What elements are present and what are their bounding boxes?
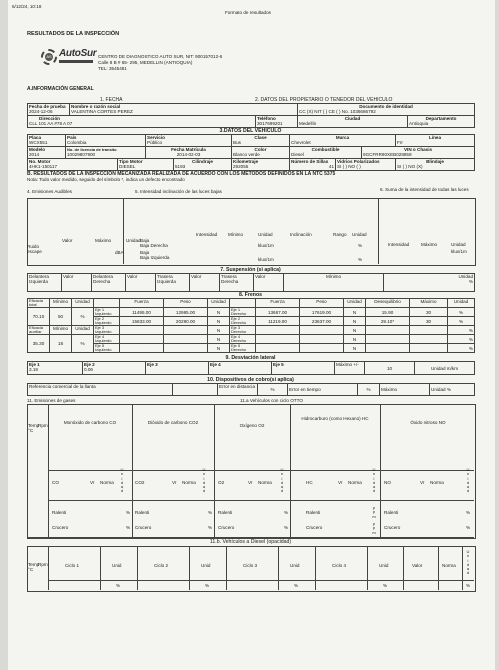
logo-underline bbox=[59, 60, 93, 63]
servicio-cell: Servicio Público bbox=[146, 135, 232, 147]
cobro-error-distancia: Error en distancia bbox=[218, 384, 258, 396]
co-header: Monóxido de carbono CO bbox=[63, 420, 117, 425]
eje2-der-label: Eje 2 Derecho bbox=[230, 317, 256, 326]
row-co2: CO2 bbox=[135, 480, 145, 485]
eje1-fuerza-der: 13667.00 bbox=[256, 308, 300, 317]
peso-h1: Peso bbox=[164, 299, 208, 308]
hc-header: Hidrocarburo (como Hexano) HC bbox=[301, 416, 369, 421]
baja-label: Baja bbox=[140, 238, 150, 243]
emisiones-maximo-header: Máximo bbox=[95, 238, 112, 243]
eje2-fuerza-der: 11219.00 bbox=[256, 317, 300, 326]
eje5-n-der: N bbox=[344, 344, 366, 353]
eje5-der-label: Eje 5 Derecho bbox=[230, 344, 256, 353]
divider bbox=[48, 546, 49, 590]
suma-klux: klux/1m bbox=[451, 249, 467, 254]
susp-unidad: Unidad bbox=[458, 274, 473, 279]
luces-intensidad-header: Intensidad bbox=[196, 232, 218, 237]
vin-cell: VIN o Chasis 9GCFRR90XEB028859 bbox=[362, 147, 475, 159]
eje1-n-izq: N bbox=[208, 308, 230, 317]
tras-izq-label: Trasera Izquierda bbox=[156, 274, 190, 292]
row-no: NO bbox=[384, 480, 391, 485]
ef-total-value: 70.10 bbox=[28, 308, 50, 326]
co-ralenti: Ralenti bbox=[52, 510, 67, 515]
co-norma: Norma bbox=[100, 480, 114, 485]
frenos-unidad-aux: Unidad bbox=[72, 326, 94, 335]
suma-unidad-header: Unidad bbox=[451, 242, 466, 247]
frenos-unidad-h2: Unidad bbox=[208, 299, 230, 308]
emisiones-luces-box bbox=[27, 198, 476, 266]
diesel-box bbox=[27, 546, 476, 592]
eje2-peso-der: 23637.00 bbox=[300, 317, 344, 326]
eje5-n-izq: N bbox=[208, 344, 230, 353]
ef-total-min: 50 bbox=[50, 308, 72, 326]
divider bbox=[48, 580, 474, 581]
emisiones-unidad-header: Unidad bbox=[126, 238, 141, 243]
document-title: Formato de resultados bbox=[225, 10, 271, 15]
no-crucero: Crucero bbox=[384, 525, 401, 530]
fuerza-h1: Fuerza bbox=[120, 299, 164, 308]
section-suspension: 7. Suspensión (si aplica) bbox=[220, 267, 281, 273]
co-crucero: Crucero bbox=[52, 525, 69, 530]
del-der-label: Delantera Derecha bbox=[92, 274, 126, 292]
section-vehiculo: 3.DATOS DEL VEHICULO bbox=[219, 128, 282, 134]
ciclo2-pct: % bbox=[205, 583, 210, 588]
divider bbox=[403, 546, 404, 590]
eje5-izq-label: Eje 5 Izquierdo bbox=[94, 344, 120, 353]
cobro-pct-2: % bbox=[358, 384, 380, 396]
desv-unidad: Unidad m/km bbox=[415, 362, 475, 375]
no-ralenti: Ralenti bbox=[384, 510, 399, 515]
no-ralenti-pct: % bbox=[466, 510, 471, 515]
section-propietario: 2. DATOS DEL PROPIETARIO O TENEDOR DEL VEHICULO bbox=[255, 97, 393, 103]
eje1-izq-label: Eje 1 Izquierdo bbox=[94, 308, 120, 317]
ef-aux-value: 35.30 bbox=[28, 335, 50, 353]
divider bbox=[100, 546, 101, 590]
ef-aux-unit: % bbox=[72, 335, 94, 353]
desviacion-table bbox=[27, 361, 475, 375]
ciclo2-unid: Unid bbox=[201, 563, 211, 568]
no-unidad-vertical: U n i d a d bbox=[466, 467, 470, 494]
general-info-table bbox=[27, 103, 475, 128]
logo-badge-icon: AS bbox=[46, 54, 52, 59]
section-fecha: 1. FECHA bbox=[100, 97, 123, 103]
row-co: CO bbox=[52, 480, 59, 485]
section-diesel: 11.b. Vehículos a Diesel (opacidad) bbox=[209, 539, 292, 545]
desv-eje2-value: 0.06 bbox=[84, 367, 93, 372]
placa-cell: Placa WCX551 bbox=[28, 135, 66, 147]
hc-ppm-vertical-1: p p m bbox=[372, 505, 376, 519]
luces-unidad-header: Unidad bbox=[258, 232, 273, 237]
co2-vr: Vr bbox=[172, 480, 177, 485]
desequilibrio-h: Desequilibrio bbox=[366, 299, 410, 308]
ciclo1-unid: Unid bbox=[112, 563, 122, 568]
eje2-max: 30 bbox=[410, 317, 448, 326]
susp-minimo: Mínimo bbox=[284, 274, 384, 292]
peso-h2: Peso bbox=[300, 299, 344, 308]
co2-crucero-pct: % bbox=[208, 525, 213, 530]
vehicle-table bbox=[27, 134, 475, 171]
suma-intensidad-header: Intensidad bbox=[388, 242, 410, 247]
frenos-unidad-h4: Unidad bbox=[448, 299, 475, 308]
matricula-cell: Fecha Matrícula 2014-02-03 bbox=[146, 147, 232, 159]
report-title: RESULTADOS DE LA INSPECCIÓN bbox=[27, 31, 120, 37]
divider bbox=[438, 546, 439, 590]
desv-maximo-label: Máximo +/- bbox=[335, 362, 365, 375]
suma-maximo-header: Máximo bbox=[421, 242, 438, 247]
documento-cell: Documento de identidad CC (X) NIT ( ) CE ( ) No. 1036686792 bbox=[298, 104, 475, 116]
km-cell: Kilometraje 292055 bbox=[232, 159, 290, 171]
ciclo1-label: Ciclo 1 bbox=[65, 563, 80, 568]
eje1-fuerza-izq: 11495.00 bbox=[120, 308, 164, 317]
luces-pct-izq: % bbox=[358, 257, 363, 262]
dba-unit: dBA bbox=[115, 250, 124, 255]
ef-aux-label: Eficacia auxiliar bbox=[28, 326, 50, 335]
ciclo-otto-title: 11.a Vehículos con ciclo OTTO bbox=[240, 398, 303, 403]
eje2-n-izq: N bbox=[208, 317, 230, 326]
combustible-cell: Combustible Diesel bbox=[290, 147, 362, 159]
susp-pct: % bbox=[468, 279, 473, 284]
eje3-n-izq: N bbox=[208, 326, 230, 335]
frenos-table bbox=[27, 298, 475, 353]
co2-norma: Norma bbox=[182, 480, 196, 485]
ciclo3-label: Ciclo 3 bbox=[243, 563, 258, 568]
vidrios-cell: Vidrios Polarizados SI ( ) NO ( ) bbox=[336, 159, 396, 171]
co-ralenti-pct: % bbox=[126, 510, 131, 515]
row-hc: HC bbox=[306, 480, 313, 485]
ciudad-cell: Ciudad Medellín bbox=[298, 116, 408, 128]
divider bbox=[378, 198, 379, 264]
row-o2: O2 bbox=[218, 480, 225, 485]
ciclo1-pct: % bbox=[116, 583, 121, 588]
no-header: Óxido nitroso NO bbox=[410, 420, 446, 425]
eje1-n-der: N bbox=[344, 308, 366, 317]
emisiones-valor-header: Valor bbox=[62, 238, 73, 243]
co2-ralenti-pct: % bbox=[208, 510, 213, 515]
ef-aux-min: 18 bbox=[50, 335, 72, 353]
luces-unidad2-header: Unidad bbox=[352, 232, 367, 237]
ef-total-label: Eficacia total bbox=[28, 299, 50, 308]
hc-crucero: Crucero bbox=[306, 525, 323, 530]
divider bbox=[48, 500, 474, 501]
suspension-table bbox=[27, 273, 475, 292]
no-crucero-pct: % bbox=[466, 525, 471, 530]
luces-klux-izq: klux/1m bbox=[258, 257, 274, 262]
diesel-rpm-label: Rpm bbox=[38, 562, 48, 567]
eje3-der-label: Eje 3 Derecho bbox=[230, 326, 256, 335]
section-frenos: 8. Frenos bbox=[238, 292, 263, 298]
company-address: Calle 8 B # 65- 295, MEDELLIN (ANTIOQUIA) bbox=[98, 60, 193, 65]
desv-eje1-label: Eje 1 bbox=[29, 362, 40, 367]
ciclo3-unid: Unid bbox=[290, 563, 300, 568]
tras-der-label: Trasera Derecha bbox=[220, 274, 254, 292]
diesel-temp-label: Temp °C bbox=[28, 562, 40, 572]
luces-rango-header: Rango bbox=[333, 232, 347, 237]
ciclo3-pct: % bbox=[294, 583, 299, 588]
section-gases: 11. Emisiones de gases bbox=[27, 398, 76, 403]
pais-cell: País Colombia bbox=[66, 135, 146, 147]
co-unidad-vertical: U n i d a d bbox=[120, 467, 124, 494]
eje1-peso-der: 17619.00 bbox=[300, 308, 344, 317]
section-cobro: 10. Dispositivos de cobro(si aplica) bbox=[207, 377, 294, 383]
gases-rpm-label: Rpm bbox=[38, 423, 48, 428]
departamento-cell: Departamento Antioquia bbox=[408, 116, 475, 128]
eje4-pct: % bbox=[448, 335, 475, 344]
eje3-pct: % bbox=[448, 326, 475, 335]
eje4-n-der: N bbox=[344, 335, 366, 344]
frenos-unidad-h1: Unidad bbox=[72, 299, 94, 308]
cobro-pct-1: % bbox=[258, 384, 288, 396]
o2-header: Oxígeno O2 bbox=[239, 423, 265, 428]
tipo-motor-cell: Tipo Motor DIESEL bbox=[118, 159, 174, 171]
divider bbox=[27, 537, 474, 538]
desv-eje2-cell bbox=[83, 362, 146, 375]
eje3-izq-label: Eje 3 Izquierdo bbox=[94, 326, 120, 335]
nota-defectos: Nota: Todo valor medido, seguido del símbolo *, indica un defecto encontrado bbox=[27, 177, 185, 182]
color-cell: Color Blanco verde bbox=[232, 147, 290, 159]
co2-header: Dióxido de carbono CO2 bbox=[147, 420, 199, 425]
linea-cell: Línea Frr bbox=[396, 135, 475, 147]
eje1-peso-izq: 12985.00 bbox=[164, 308, 208, 317]
direccion-cell: Dirección CLL 101 AA #78 A 07 bbox=[28, 116, 256, 128]
eje1-pct: % bbox=[448, 308, 475, 317]
motor-cell: No. Motor 4HK1-150117 bbox=[28, 159, 118, 171]
divider bbox=[226, 546, 227, 590]
diesel-pct: % bbox=[466, 583, 471, 588]
susp-valor-4: Valor bbox=[254, 274, 284, 292]
eje4-der-label: Eje 4 Derecho bbox=[230, 335, 256, 344]
o2-norma: Norma bbox=[258, 480, 272, 485]
baja-label-2: Baja bbox=[140, 250, 150, 255]
baja-derecha-label: Baja Derecha bbox=[140, 243, 168, 248]
section-resultados: B. RESULTADOS DE LA INSPECCIÓN MECANIZADA REALIZADA DE ACUERDO CON LOS MÉTODOS DEFINIDOS EN LA NTC 5375 bbox=[27, 171, 336, 177]
divider bbox=[367, 546, 368, 590]
del-izq-label: Delantera Izquierda bbox=[28, 274, 62, 292]
divider bbox=[189, 546, 190, 590]
frenos-maximo-h: Máximo bbox=[410, 299, 448, 308]
desv-eje1-value: 3.19 bbox=[29, 367, 38, 372]
fecha-prueba-cell: Fecha de prueba 2024-12-06 bbox=[28, 104, 70, 116]
ruido-escape-label: Ruido escape bbox=[27, 244, 42, 254]
hc-unidad-vertical: U n i d a d bbox=[372, 467, 376, 494]
desv-eje2-label: Eje 2 bbox=[84, 362, 95, 367]
divider bbox=[462, 546, 463, 590]
eje1-deseq: 15.90 bbox=[366, 308, 410, 317]
susp-unidad-cell bbox=[384, 274, 475, 292]
ciclo4-label: Ciclo 4 bbox=[332, 563, 347, 568]
company-phone: TEL: 3545481 bbox=[98, 66, 127, 71]
print-timestamp: 6/12/24, 10:18 bbox=[12, 4, 42, 9]
hc-ppm-vertical-2: p p m bbox=[372, 521, 376, 535]
fuerza-h2: Fuerza bbox=[256, 299, 300, 308]
cobro-maximo: Máximo bbox=[380, 384, 430, 396]
luces-title: 5. Intensidad inclinación de las luces bajas bbox=[135, 189, 222, 194]
section-desviacion: 9. Desviación lateral bbox=[225, 355, 276, 361]
company-logo: AutoSur bbox=[59, 48, 97, 59]
susp-valor-3: Valor bbox=[190, 274, 220, 292]
hc-ralenti: Ralenti bbox=[306, 510, 321, 515]
cobro-error-tiempo: Error en tiempo bbox=[288, 384, 358, 396]
divider bbox=[278, 546, 279, 590]
o2-unidad-vertical: U n i d a d bbox=[280, 467, 284, 494]
eje3-n-der: N bbox=[344, 326, 366, 335]
eje2-deseq: 29.10* bbox=[366, 317, 410, 326]
company-name: CENTRO DE DIAGNOSTICO AUTO SUR, NIT: 900157012-6 bbox=[98, 54, 223, 59]
sillas-cell: Número de Sillas 41 bbox=[291, 159, 335, 169]
frenos-minimo-h1: Mínimo bbox=[50, 299, 72, 308]
desv-eje1-cell bbox=[28, 362, 83, 375]
o2-crucero: Crucero bbox=[218, 525, 235, 530]
desv-eje5-label: Eje 5 bbox=[272, 362, 335, 375]
eje2-peso-izq: 20290.00 bbox=[164, 317, 208, 326]
desv-eje3-label: Eje 3 bbox=[146, 362, 209, 375]
luces-pct-der: % bbox=[358, 243, 363, 248]
desv-eje4-label: Eje 4 bbox=[209, 362, 272, 375]
o2-crucero-pct: % bbox=[284, 525, 289, 530]
co2-ralenti: Ralenti bbox=[135, 510, 150, 515]
desv-max-value: 10 bbox=[365, 362, 415, 375]
cilindraje-cell: Cilindraje 5193 bbox=[174, 159, 232, 171]
eje1-max: 30 bbox=[410, 308, 448, 317]
divider bbox=[137, 546, 138, 590]
divider bbox=[48, 470, 474, 471]
o2-ralenti: Ralenti bbox=[218, 510, 233, 515]
cobro-ref: Referencia comercial de la llanta bbox=[28, 384, 173, 396]
eje1-der-label: Eje 1 Derecho bbox=[230, 308, 256, 317]
divider bbox=[315, 546, 316, 590]
cobro-table bbox=[27, 383, 475, 396]
ciclo2-label: Ciclo 2 bbox=[154, 563, 169, 568]
eje2-n-der: N bbox=[344, 317, 366, 326]
licencia-cell: No. de licencia de transito 10029807900 bbox=[66, 147, 146, 159]
suma-title: 6. Suma de la intensidad de todas las luces bbox=[380, 187, 469, 192]
co2-crucero: Crucero bbox=[135, 525, 152, 530]
emisiones-title: 4. Emisiones Audibles bbox=[27, 189, 72, 194]
co-vr: Vr bbox=[90, 480, 95, 485]
baja-izquierda-label: Baja Izquierda bbox=[140, 255, 170, 260]
hc-norma: Norma bbox=[348, 480, 362, 485]
diesel-unidad-vertical: U n i d a d bbox=[466, 549, 470, 576]
marca-cell: Marca Chevrolet bbox=[290, 135, 396, 147]
co2-unidad-vertical: U n i d a d bbox=[202, 467, 206, 494]
ciclo4-pct: % bbox=[383, 583, 388, 588]
ef-total-unit: % bbox=[72, 308, 94, 326]
no-vr: Vr bbox=[420, 480, 425, 485]
no-norma: Norma bbox=[430, 480, 444, 485]
eje4-n-izq: N bbox=[208, 335, 230, 344]
eje5-pct: % bbox=[448, 344, 475, 353]
luces-minimo-header: Mínimo bbox=[228, 232, 244, 237]
modelo-cell: Modelo 2014 bbox=[28, 147, 66, 159]
cobro-unidad: Unidad % bbox=[430, 384, 475, 396]
luces-inclinacion-header: Inclinación bbox=[290, 232, 312, 237]
o2-ralenti-pct: % bbox=[284, 510, 289, 515]
nombre-cell: Nombre o razón social VALENTINA CORTES PEREZ bbox=[70, 104, 298, 116]
o2-vr: Vr bbox=[248, 480, 253, 485]
eje2-pct: % bbox=[448, 317, 475, 326]
clase-cell: Clase Bus bbox=[232, 135, 290, 147]
eje2-fuerza-izq: 15833.00 bbox=[120, 317, 164, 326]
blindaje-cell: Blindaje SI ( ) NO (X) bbox=[396, 159, 475, 171]
section-general: A.INFORMACIÓN GENERAL bbox=[27, 86, 94, 92]
frenos-unidad-h3: Unidad bbox=[344, 299, 366, 308]
eje4-izq-label: Eje 4 Izquierdo bbox=[94, 335, 120, 344]
luces-klux-der: klux/1m bbox=[258, 243, 274, 248]
diesel-norma: Norma bbox=[442, 563, 456, 568]
co-crucero-pct: % bbox=[126, 525, 131, 530]
frenos-minimo-aux: Mínimo bbox=[50, 326, 72, 335]
eje2-izq-label: Eje 2 Izquierdo bbox=[94, 317, 120, 326]
ciclo4-unid: Unid bbox=[379, 563, 389, 568]
diesel-valor: Valor bbox=[412, 563, 423, 568]
hc-vr: Vr bbox=[338, 480, 343, 485]
gases-temp-label: Temp °C bbox=[28, 423, 40, 433]
susp-valor-2: Valor bbox=[126, 274, 156, 292]
susp-valor-1: Valor bbox=[62, 274, 92, 292]
telefono-cell: Teléfono 3017699201 bbox=[256, 116, 298, 128]
